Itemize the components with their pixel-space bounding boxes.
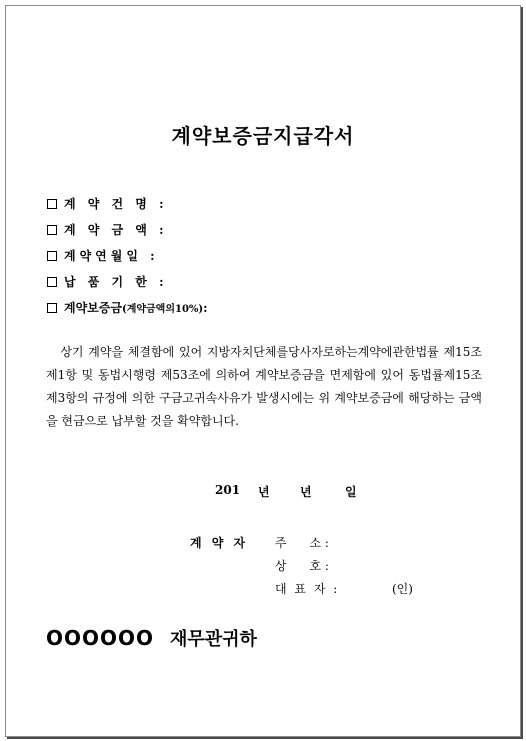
delivery-deadline-label: 납 품 기 한 :: [64, 275, 168, 289]
checkbox-icon: [47, 225, 57, 235]
date-day-unit: 일: [345, 485, 357, 499]
company-label: 상 호 :: [275, 559, 329, 573]
contract-name-label: 계 약 건 명 :: [64, 197, 168, 211]
pledge-text: 상기 계약을 체결함에 있어 지방자치단체를당사자로하는계약에관한법률 제15조제1항 및 동법시행령 제53조에 의하여 계약보증금을 면제함에 있어 동법률제15조제3항의 규정에 의한 구금고귀속사유가 발생시에는 위 계약보증금에 해당하는 금액을 현금으로 납부할 것을 확약합니다.: [46, 345, 482, 428]
date-year-unit: 년: [258, 485, 270, 499]
contract-amount-label: 계 약 금 액 :: [64, 223, 168, 237]
org-name: OOOOOO: [46, 626, 155, 650]
contract-date-item: [47, 247, 159, 264]
contract-deposit-label: 계약보증금: [64, 301, 122, 315]
checkbox-icon: [47, 199, 57, 209]
pledge-paragraph: [46, 341, 482, 433]
seal-mark: (인): [392, 582, 413, 596]
document-title: 계약보증금지급각서: [171, 124, 355, 148]
contract-deposit-item: [47, 299, 208, 316]
contract-deposit-note: (계약금액의10%): [121, 304, 204, 315]
recipient-dept: 재무관귀하: [170, 629, 257, 650]
contract-date-label: 계약연월일 :: [64, 249, 159, 263]
delivery-deadline-item: [47, 273, 168, 290]
checkbox-icon: [47, 303, 57, 313]
contract-name-item: [47, 195, 168, 212]
representative-label: 대 표 자 :: [275, 582, 340, 596]
contractor-label: 계 약 자: [190, 536, 249, 550]
contract-amount-item: [47, 221, 168, 238]
checkbox-icon: [47, 251, 57, 261]
contract-deposit-suffix: :: [203, 300, 208, 315]
checkbox-icon: [47, 277, 57, 287]
date-month-unit: 년: [300, 485, 312, 499]
date-year: 201: [215, 483, 241, 497]
address-label: 주 소 :: [275, 536, 329, 550]
